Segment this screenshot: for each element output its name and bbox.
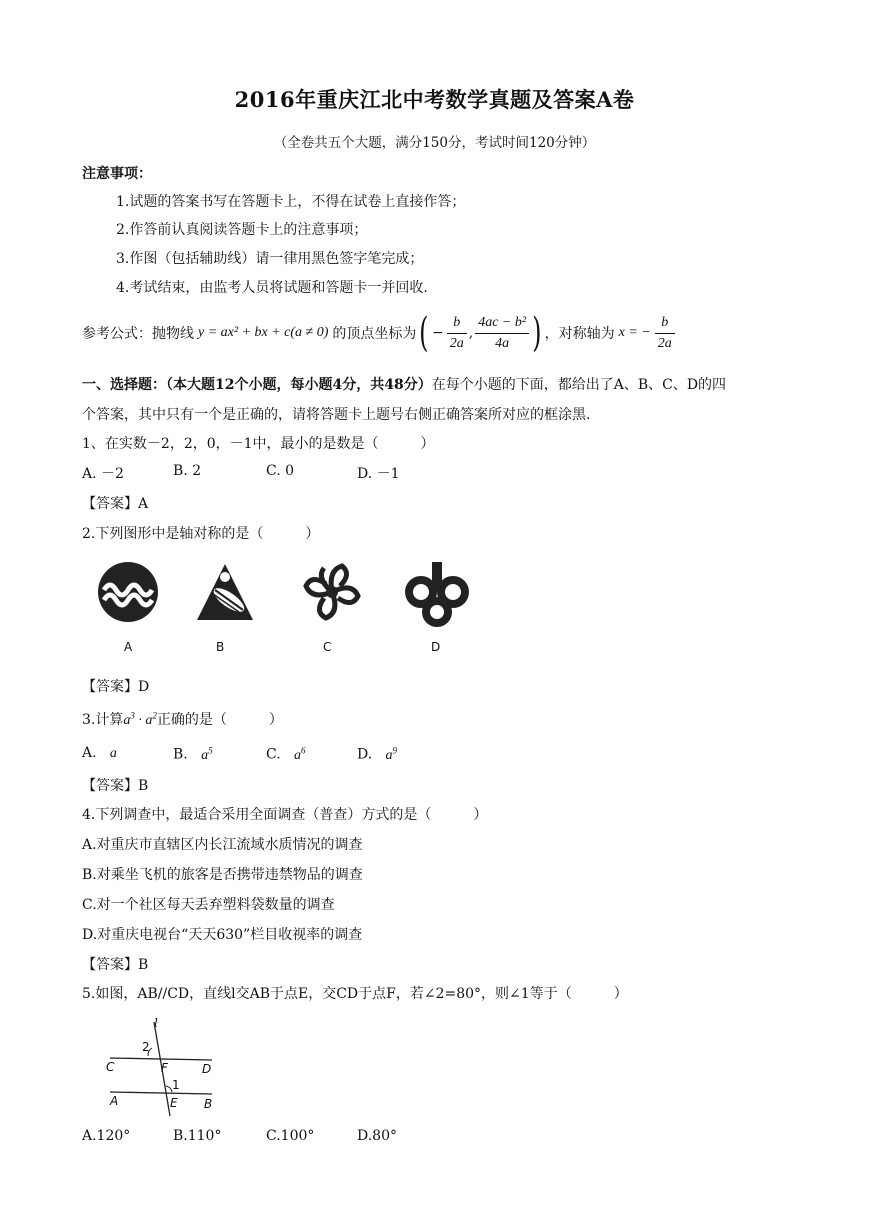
label-l: l <box>154 1016 158 1030</box>
q4-stem: 4.下列调查中，最适合采用全面调查（普查）方式的是（ ） <box>82 807 488 823</box>
q3-option-d-expr: $a^9$ <box>385 745 398 763</box>
q3-option-c <box>266 745 306 764</box>
q5-option-a: A.120° <box>82 1128 131 1144</box>
vertex-y-den: 4a <box>495 335 510 351</box>
comma: , <box>468 325 474 341</box>
q4-option-a: A.对重庆市直辖区内长江流域水质情况的调查 <box>82 837 363 853</box>
section1-intro-line2: 个答案，其中只有一个是正确的，请将答题卡上题号右侧正确答案所对应的框涂黑. <box>82 407 591 423</box>
q3-stem <box>82 709 283 729</box>
q2-answer: 【答案】D <box>82 679 150 695</box>
formula-mid: 的顶点坐标为 <box>332 326 417 342</box>
q3-option-d-label: D. <box>357 746 373 763</box>
axis-eq: x = − <box>618 325 651 340</box>
label-angle-2: 2 <box>142 1040 150 1054</box>
vertex-y-fraction <box>475 315 529 352</box>
three-rings-icon <box>403 560 471 628</box>
q3-option-b <box>173 745 213 764</box>
label-c: C <box>106 1060 115 1074</box>
vertex-y-num: 4ac − b² <box>475 315 529 334</box>
label-f: F <box>161 1061 168 1075</box>
q3-stem-prefix: 3.计算 <box>82 712 124 728</box>
q3-option-b-label: B. <box>173 746 188 763</box>
q1-stem: 1、在实数－2，2，0，－1中，最小的是数是（ ） <box>82 436 435 452</box>
q3-option-b-expr: $a^5$ <box>201 745 213 763</box>
formula-prefix: 参考公式：抛物线 <box>82 326 194 342</box>
q3-option-c-label: C. <box>266 746 281 763</box>
axis-fraction <box>655 315 675 352</box>
page-title: 2016年重庆江北中考数学真题及答案A卷 <box>234 87 635 112</box>
figure-a <box>96 560 160 628</box>
notice-item-3: 3.作图（包括辅助线）请一律用黑色签字笔完成； <box>116 251 424 267</box>
figure-c-label: C <box>323 640 332 654</box>
axis-den: 2a <box>657 335 672 351</box>
q3-option-a-expr: a <box>109 746 117 761</box>
axis-num: b <box>655 315 675 334</box>
q4-answer: 【答案】B <box>82 957 149 973</box>
q3-expression: $a^3 \cdot a^2$ <box>123 710 157 728</box>
vertex-x-fraction <box>447 315 467 352</box>
formula-equation: y = ax² + bx + c(a ≠ 0) <box>198 325 329 340</box>
notice-heading: 注意事项： <box>82 166 152 182</box>
notice-item-1: 1.试题的答案书写在答题卡上，不得在试卷上直接作答； <box>116 194 466 210</box>
notice-item-2: 2.作答前认真阅读答题卡上的注意事项； <box>116 222 368 238</box>
figure-d <box>403 560 471 632</box>
figure-d-label: D <box>431 640 441 654</box>
label-a: A <box>110 1094 119 1108</box>
q5-figure <box>100 1018 230 1122</box>
q5-option-d: D.80° <box>357 1128 397 1144</box>
q3-stem-suffix: 正确的是（ ） <box>156 712 283 728</box>
label-angle-1: 1 <box>172 1078 180 1092</box>
q3-option-a <box>82 745 117 762</box>
left-paren: ( <box>419 310 429 356</box>
notice-item-4: 4.考试结束，由监考人员将试题和答题卡一并回收. <box>116 280 428 296</box>
q3-option-d <box>357 745 397 764</box>
label-d: D <box>202 1062 212 1076</box>
section1-intro1: 在每个小题的下面，都给出了A、B、C、D的四 <box>431 377 727 393</box>
q1-option-a: A. －2 <box>82 466 124 482</box>
section1-intro-line1 <box>82 374 726 394</box>
q3-option-c-expr: $a^6$ <box>294 745 306 763</box>
vertex-x-num: b <box>447 315 467 334</box>
q1-option-d: D. －1 <box>357 466 400 482</box>
circle-waves-icon <box>96 560 160 624</box>
right-paren: ) <box>532 310 542 356</box>
q1-option-c: C. 0 <box>266 463 295 479</box>
figure-b <box>193 560 257 628</box>
figure-a-label: A <box>124 640 133 654</box>
q3-answer: 【答案】B <box>82 778 149 794</box>
q4-option-d: D.对重庆电视台“天天630”栏目收视率的调查 <box>82 927 363 943</box>
label-e: E <box>170 1096 178 1110</box>
axis-text: ，对称轴为 <box>544 326 615 342</box>
q3-option-a-label: A. <box>82 745 97 761</box>
label-b: B <box>204 1097 213 1111</box>
reference-formula <box>82 308 675 358</box>
section1-heading: 一、选择题：（本大题12个小题，每小题4分，共48分） <box>82 377 432 393</box>
q1-answer: 【答案】A <box>82 496 149 512</box>
pinwheel-flower-icon <box>300 560 364 624</box>
q1-option-b: B. 2 <box>173 463 202 479</box>
vertex-x-den: 2a <box>449 335 464 351</box>
page-subtitle: （全卷共五个大题，满分150分，考试时间120分钟） <box>273 135 596 151</box>
figure-b-label: B <box>216 640 225 654</box>
q5-stem: 5.如图，AB//CD，直线l交AB于点E，交CD于点F，若∠2=80°，则∠1等于（ ） <box>82 986 628 1002</box>
triangle-leaf-icon <box>193 560 257 624</box>
q4-option-c: C.对一个社区每天丢弃塑料袋数量的调查 <box>82 897 335 913</box>
figure-c <box>300 560 364 628</box>
minus-sign: − <box>432 325 444 341</box>
q5-option-b: B.110° <box>173 1128 222 1144</box>
q2-stem: 2.下列图形中是轴对称的是（ ） <box>82 526 320 542</box>
q4-option-b: B.对乘坐飞机的旅客是否携带违禁物品的调查 <box>82 867 363 883</box>
q5-option-c: C.100° <box>266 1128 315 1144</box>
